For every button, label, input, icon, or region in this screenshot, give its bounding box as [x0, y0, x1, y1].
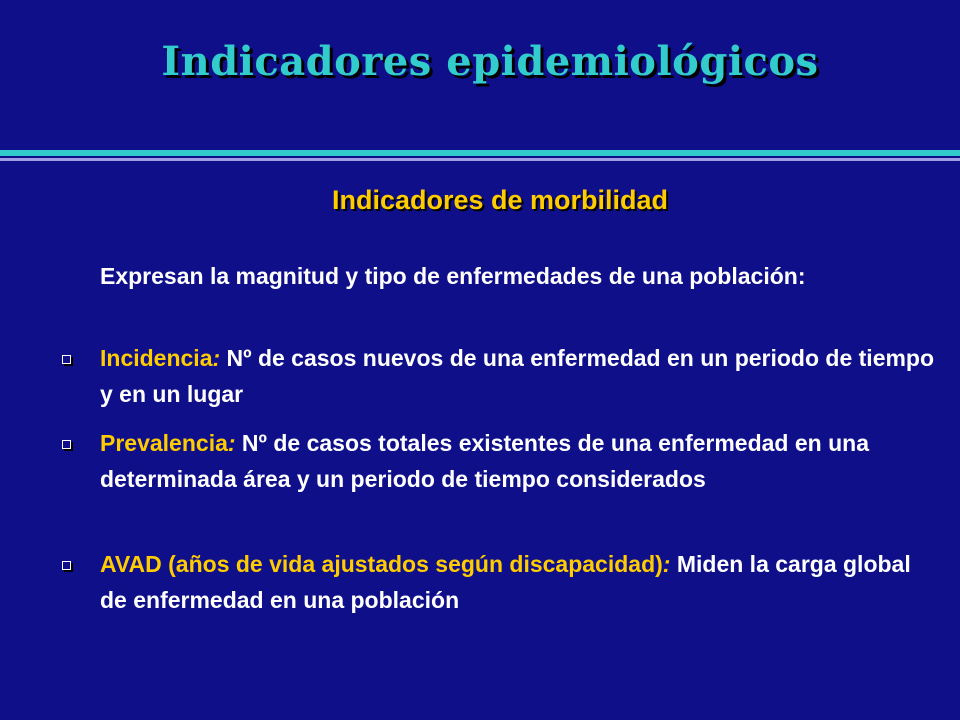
bullet-text: Nº de casos nuevos de una enfermedad en un periodo de tiempo y en un lugar	[100, 345, 935, 407]
bullet-text: Miden la carga global de enfermedad en una población	[100, 551, 911, 613]
bullet-colon: :	[662, 551, 671, 577]
bullet-term: Incidencia	[100, 345, 213, 371]
bullet-prevalencia	[100, 425, 940, 497]
hollow-square-bullet-icon	[62, 440, 71, 449]
bullet-term: AVAD (años de vida ajustados según discapacidad)	[100, 551, 663, 577]
slide-title: Indicadores epidemiológicos	[161, 38, 819, 85]
hollow-square-bullet-icon	[62, 561, 71, 570]
bullet-term: Prevalencia	[100, 430, 228, 456]
bullet-avad	[100, 546, 940, 618]
title-divider-secondary	[0, 158, 960, 161]
slide-subtitle: Indicadores de morbilidad	[331, 185, 669, 215]
hollow-square-bullet-icon	[62, 355, 71, 364]
bullet-incidencia	[100, 340, 940, 412]
bullet-colon: :	[212, 345, 221, 371]
bullet-text: Nº de casos totales existentes de una enfermedad en una determinada área y un periodo de tiempo considerados	[100, 430, 869, 492]
intro-text: Expresan la magnitud y tipo de enfermedades de una población:	[100, 263, 806, 289]
title-divider	[0, 150, 960, 156]
bullet-colon: :	[227, 430, 236, 456]
